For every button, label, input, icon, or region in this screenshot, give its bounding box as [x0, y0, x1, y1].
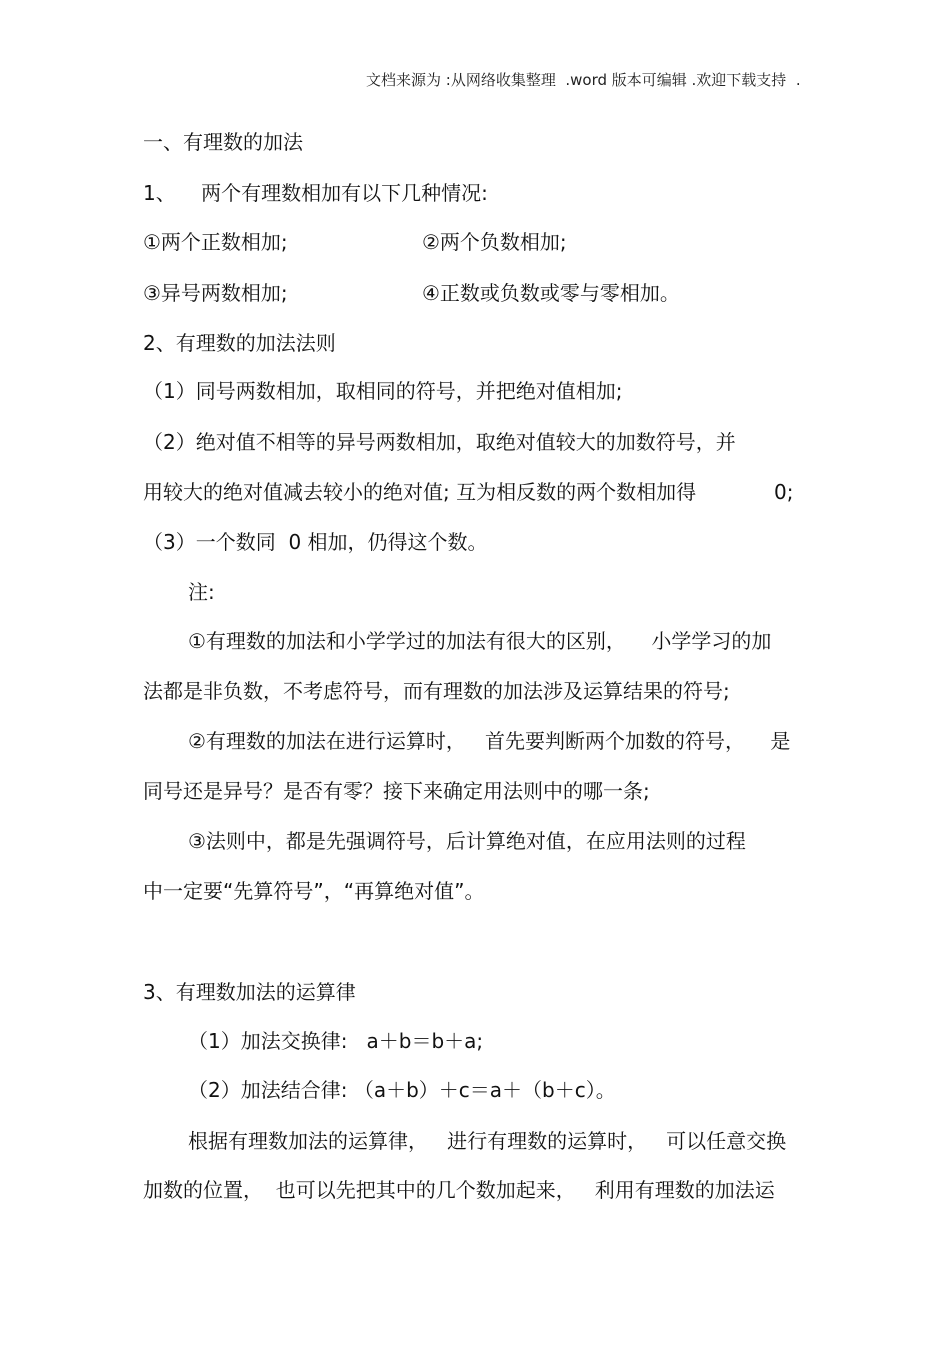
- note-3-line-2: 中一定要“先算符号”，“再算绝对值”。: [143, 879, 485, 903]
- case-1: ①两个正数相加;: [143, 230, 288, 254]
- section-title: 一、有理数的加法: [143, 130, 303, 154]
- item-1-heading: 1、 两个有理数相加有以下几种情况:: [143, 181, 488, 205]
- law-commutative: （1）加法交换律: a＋b＝b＋a;: [188, 1029, 484, 1053]
- paragraph-line-2: 加数的位置， 也可以先把其中的几个数加起来， 利用有理数的加法运: [143, 1178, 775, 1202]
- note-2-line-1: ②有理数的加法在进行运算时， 首先要判断两个加数的符号， 是: [188, 729, 791, 753]
- paragraph-line-1: 根据有理数加法的运算律， 进行有理数的运算时， 可以任意交换: [188, 1129, 787, 1153]
- note-2-line-2: 同号还是异号？是否有零？接下来确定用法则中的哪一条;: [143, 779, 650, 803]
- rule-2-line-2: 用较大的绝对值减去较小的绝对值; 互为相反数的两个数相加得: [143, 480, 697, 504]
- case-3: ③异号两数相加;: [143, 281, 288, 305]
- page-header-note: 文档来源为 :从网络收集整理 .word 版本可编辑 .欢迎下载支持 .: [366, 71, 801, 89]
- rule-3: （3）一个数同 0 相加，仍得这个数。: [143, 530, 488, 554]
- rule-2-zero: 0;: [774, 480, 794, 504]
- case-4: ④正数或负数或零与零相加。: [422, 281, 680, 305]
- note-1-line-2: 法都是非负数，不考虑符号，而有理数的加法涉及运算结果的符号;: [143, 679, 730, 703]
- note-label: 注:: [188, 580, 215, 604]
- law-associative: （2）加法结合律: （a＋b）＋c＝a＋（b＋c）。: [188, 1078, 616, 1102]
- case-2: ②两个负数相加;: [422, 230, 567, 254]
- note-3-line-1: ③法则中，都是先强调符号，后计算绝对值，在应用法则的过程: [188, 829, 746, 853]
- rule-1: （1）同号两数相加，取相同的符号，并把绝对值相加;: [143, 379, 623, 403]
- note-1-line-1: ①有理数的加法和小学学过的加法有很大的区别， 小学学习的加: [188, 629, 772, 653]
- item-2-heading: 2、有理数的加法法则: [143, 331, 336, 355]
- item-3-heading: 3、有理数加法的运算律: [143, 980, 356, 1004]
- rule-2-line-1: （2）绝对值不相等的异号两数相加，取绝对值较大的加数符号，并: [143, 430, 736, 454]
